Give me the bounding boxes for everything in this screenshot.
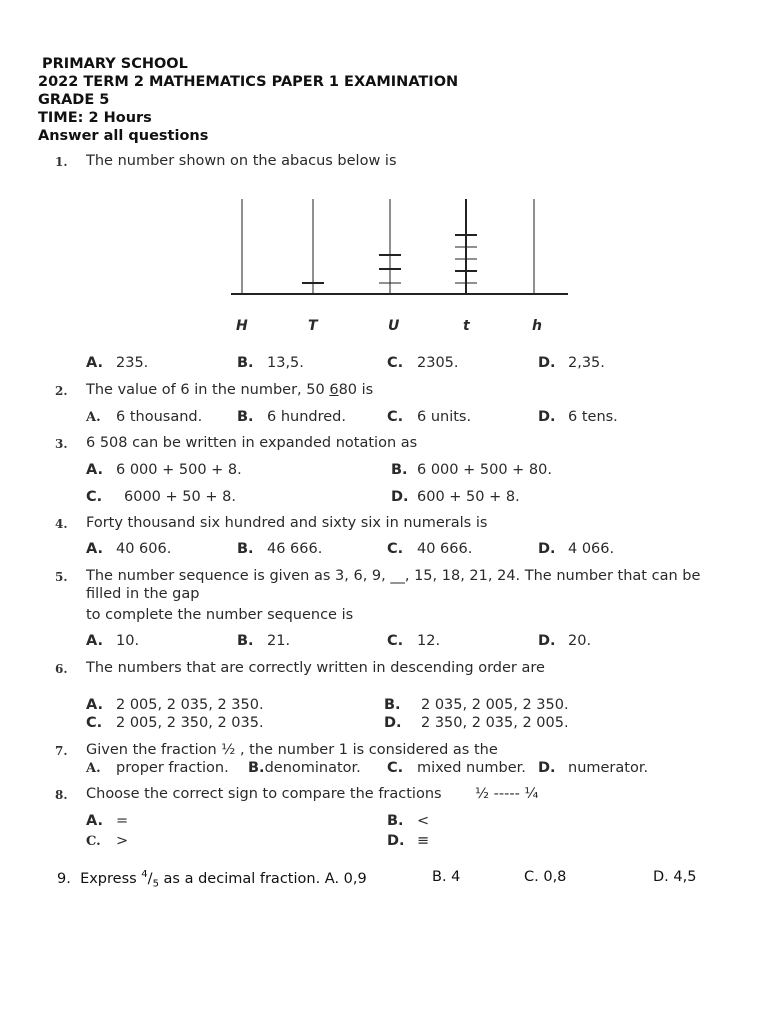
- option-text: 4 066.: [568, 541, 615, 557]
- option-text: 2305.: [417, 355, 459, 371]
- option-letter: D.: [391, 489, 409, 505]
- option-text: 6 units.: [417, 409, 472, 425]
- question-text-line3: to complete the number sequence is: [86, 607, 354, 623]
- option-letter: B.: [391, 462, 408, 478]
- fraction-denominator: 5: [152, 878, 159, 890]
- option-letter: D.: [384, 715, 402, 731]
- option-text: 2,35.: [568, 355, 605, 371]
- option-text: 6 000 + 500 + 8.: [116, 462, 242, 478]
- option-b[interactable]: [237, 541, 322, 557]
- option-d[interactable]: [538, 760, 648, 776]
- option-text: 6 hundred.: [267, 409, 346, 425]
- option-letter: A.: [86, 410, 101, 425]
- exam-title: 2022 TERM 2 MATHEMATICS PAPER 1 EXAMINATION: [38, 74, 459, 90]
- option-text: =: [116, 813, 129, 829]
- option-letter: D.: [538, 355, 556, 371]
- option-text: 21.: [267, 633, 291, 649]
- option-letter: C.: [86, 834, 101, 849]
- option-text: 6 000 + 500 + 80.: [417, 462, 552, 478]
- abacus-label-T: T: [308, 318, 318, 334]
- option-a[interactable]: [86, 633, 139, 649]
- option-d[interactable]: [538, 541, 614, 557]
- option-text: >: [116, 833, 129, 849]
- option-text: 2 005, 2 035, 2 350.: [116, 697, 264, 713]
- option-letter: B.: [237, 541, 254, 557]
- option-letter: D.: [538, 633, 556, 649]
- option-d[interactable]: [387, 833, 429, 849]
- school-name: PRIMARY SCHOOL: [42, 56, 188, 72]
- option-text: 235.: [116, 355, 149, 371]
- question-text: Forty thousand six hundred and sixty six in numerals is: [86, 515, 488, 531]
- option-a[interactable]: [86, 697, 264, 713]
- question-text-line2: filled in the gap: [86, 586, 200, 602]
- option-text: 46 666.: [267, 541, 323, 557]
- question-text-line1: The number sequence is given as 3, 6, 9, __, 15, 18, 21, 24. The number that can be: [86, 568, 701, 584]
- option-text: denominator.: [264, 760, 361, 776]
- question-text-part: 80 is: [338, 382, 374, 398]
- question-text-part: The value of 6 in the number, 50: [86, 382, 330, 398]
- question-number: 3.: [55, 437, 68, 451]
- option-text: 6 tens.: [568, 409, 618, 425]
- option-b[interactable]: [391, 462, 552, 478]
- option-letter: A.: [86, 813, 103, 829]
- option-letter: C.: [387, 355, 404, 371]
- abacus-label-t: t: [463, 318, 470, 334]
- question-number: 9.: [57, 870, 71, 887]
- instruction: Answer all questions: [38, 128, 209, 144]
- abacus-diagram: [225, 195, 575, 305]
- option-letter: D.: [387, 833, 405, 849]
- option-text: 2 350, 2 035, 2 005.: [421, 715, 569, 731]
- option-letter: A.: [86, 462, 103, 478]
- option-letter: C.: [387, 409, 404, 425]
- question-text: Choose the correct sign to compare the fractions: [86, 786, 442, 802]
- option-letter: D.: [538, 541, 556, 557]
- question-text: 6 508 can be written in expanded notation as: [86, 435, 418, 451]
- option-a[interactable]: [86, 409, 202, 425]
- option-text: ≡: [417, 833, 430, 849]
- option-text: 6 thousand.: [116, 409, 203, 425]
- option-letter: A.: [86, 633, 103, 649]
- question-text: [86, 382, 373, 398]
- question-text: The number shown on the abacus below is: [86, 153, 397, 169]
- option-c[interactable]: [86, 715, 264, 731]
- option-d[interactable]: [391, 489, 520, 505]
- option-a[interactable]: [86, 813, 128, 829]
- option-c[interactable]: [387, 355, 459, 371]
- option-d[interactable]: [538, 355, 605, 371]
- option-text: 13,5.: [267, 355, 304, 371]
- question-number: 4.: [55, 517, 68, 531]
- question-number: 2.: [55, 384, 68, 398]
- option-letter: B.: [237, 355, 254, 371]
- option-letter: C.: [86, 715, 103, 731]
- option-letter: C.: [387, 541, 404, 557]
- underlined-digit: 6: [329, 382, 339, 398]
- option-letter: B.: [237, 633, 254, 649]
- option-text: proper fraction.: [116, 760, 229, 776]
- abacus-label-U: U: [388, 318, 400, 334]
- question-text: The numbers that are correctly written in descending order are: [86, 660, 545, 676]
- question-number: 1.: [55, 155, 68, 169]
- option-letter: D.: [538, 760, 556, 776]
- fraction-numerator: 4: [141, 869, 148, 880]
- option-c[interactable]: [86, 833, 128, 849]
- option-letter: A.: [86, 541, 103, 557]
- question-number: 8.: [55, 788, 68, 802]
- option-text: 2 005, 2 350, 2 035.: [116, 715, 264, 731]
- option-text: 12.: [417, 633, 441, 649]
- option-b[interactable]: [248, 760, 361, 776]
- option-letter: A.: [86, 761, 101, 776]
- option-text: 6000 + 50 + 8.: [124, 489, 236, 505]
- question-text: Given the fraction ½ , the number 1 is considered as the: [86, 742, 498, 758]
- option-a[interactable]: [86, 462, 242, 478]
- option-c[interactable]: [387, 633, 440, 649]
- option-text: 2 035, 2 005, 2 350.: [421, 697, 569, 713]
- question-text-part: Express: [80, 870, 142, 887]
- option-letter: C.: [387, 633, 404, 649]
- option-text: 10.: [116, 633, 140, 649]
- option-a[interactable]: [86, 541, 171, 557]
- option-d[interactable]: [538, 409, 618, 425]
- question-number: 6.: [55, 662, 68, 676]
- option-text: 40 666.: [417, 541, 473, 557]
- option-letter: D.: [538, 409, 556, 425]
- fraction-comparison: ½ ----- ¼: [475, 786, 539, 802]
- option-letter: C.: [86, 489, 103, 505]
- option-text: numerator.: [568, 760, 649, 776]
- option-b[interactable]: [384, 697, 569, 713]
- option-text: 600 + 50 + 8.: [417, 489, 520, 505]
- question-text-part: as a decimal fraction. A. 0,9: [158, 870, 367, 887]
- option-text: mixed number.: [417, 760, 526, 776]
- option-letter: B.: [387, 813, 404, 829]
- time-allowed: TIME: 2 Hours: [38, 110, 152, 126]
- option-d[interactable]: D. 4,5: [653, 869, 697, 885]
- option-b[interactable]: [387, 813, 429, 829]
- option-b[interactable]: B. 4: [432, 869, 461, 885]
- option-c[interactable]: C. 0,8: [524, 869, 567, 885]
- option-c[interactable]: [387, 541, 472, 557]
- option-b[interactable]: [237, 633, 290, 649]
- option-letter: B.: [384, 697, 401, 713]
- option-letter: B.: [237, 409, 254, 425]
- option-c[interactable]: [86, 489, 236, 505]
- option-letter: C.: [387, 760, 404, 776]
- option-a[interactable]: [86, 355, 148, 371]
- option-d[interactable]: [538, 633, 591, 649]
- option-letter: B.: [248, 760, 265, 776]
- abacus-label-h: h: [532, 318, 542, 334]
- abacus-label-H: H: [236, 318, 248, 334]
- option-b[interactable]: [237, 409, 346, 425]
- option-text: <: [417, 813, 430, 829]
- option-c[interactable]: [387, 760, 526, 776]
- option-c[interactable]: [387, 409, 471, 425]
- question-9: 9. Express $^4/_5$ as a decimal fraction. A. 0,9: [57, 869, 367, 890]
- option-text: 40 606.: [116, 541, 172, 557]
- question-number: 5.: [55, 570, 68, 584]
- option-d[interactable]: [384, 715, 569, 731]
- option-letter: A.: [86, 697, 103, 713]
- option-text: 20.: [568, 633, 592, 649]
- grade: GRADE 5: [38, 92, 110, 108]
- option-a[interactable]: [86, 760, 229, 776]
- question-number: 7.: [55, 744, 68, 758]
- option-letter: A.: [86, 355, 103, 371]
- option-b[interactable]: [237, 355, 304, 371]
